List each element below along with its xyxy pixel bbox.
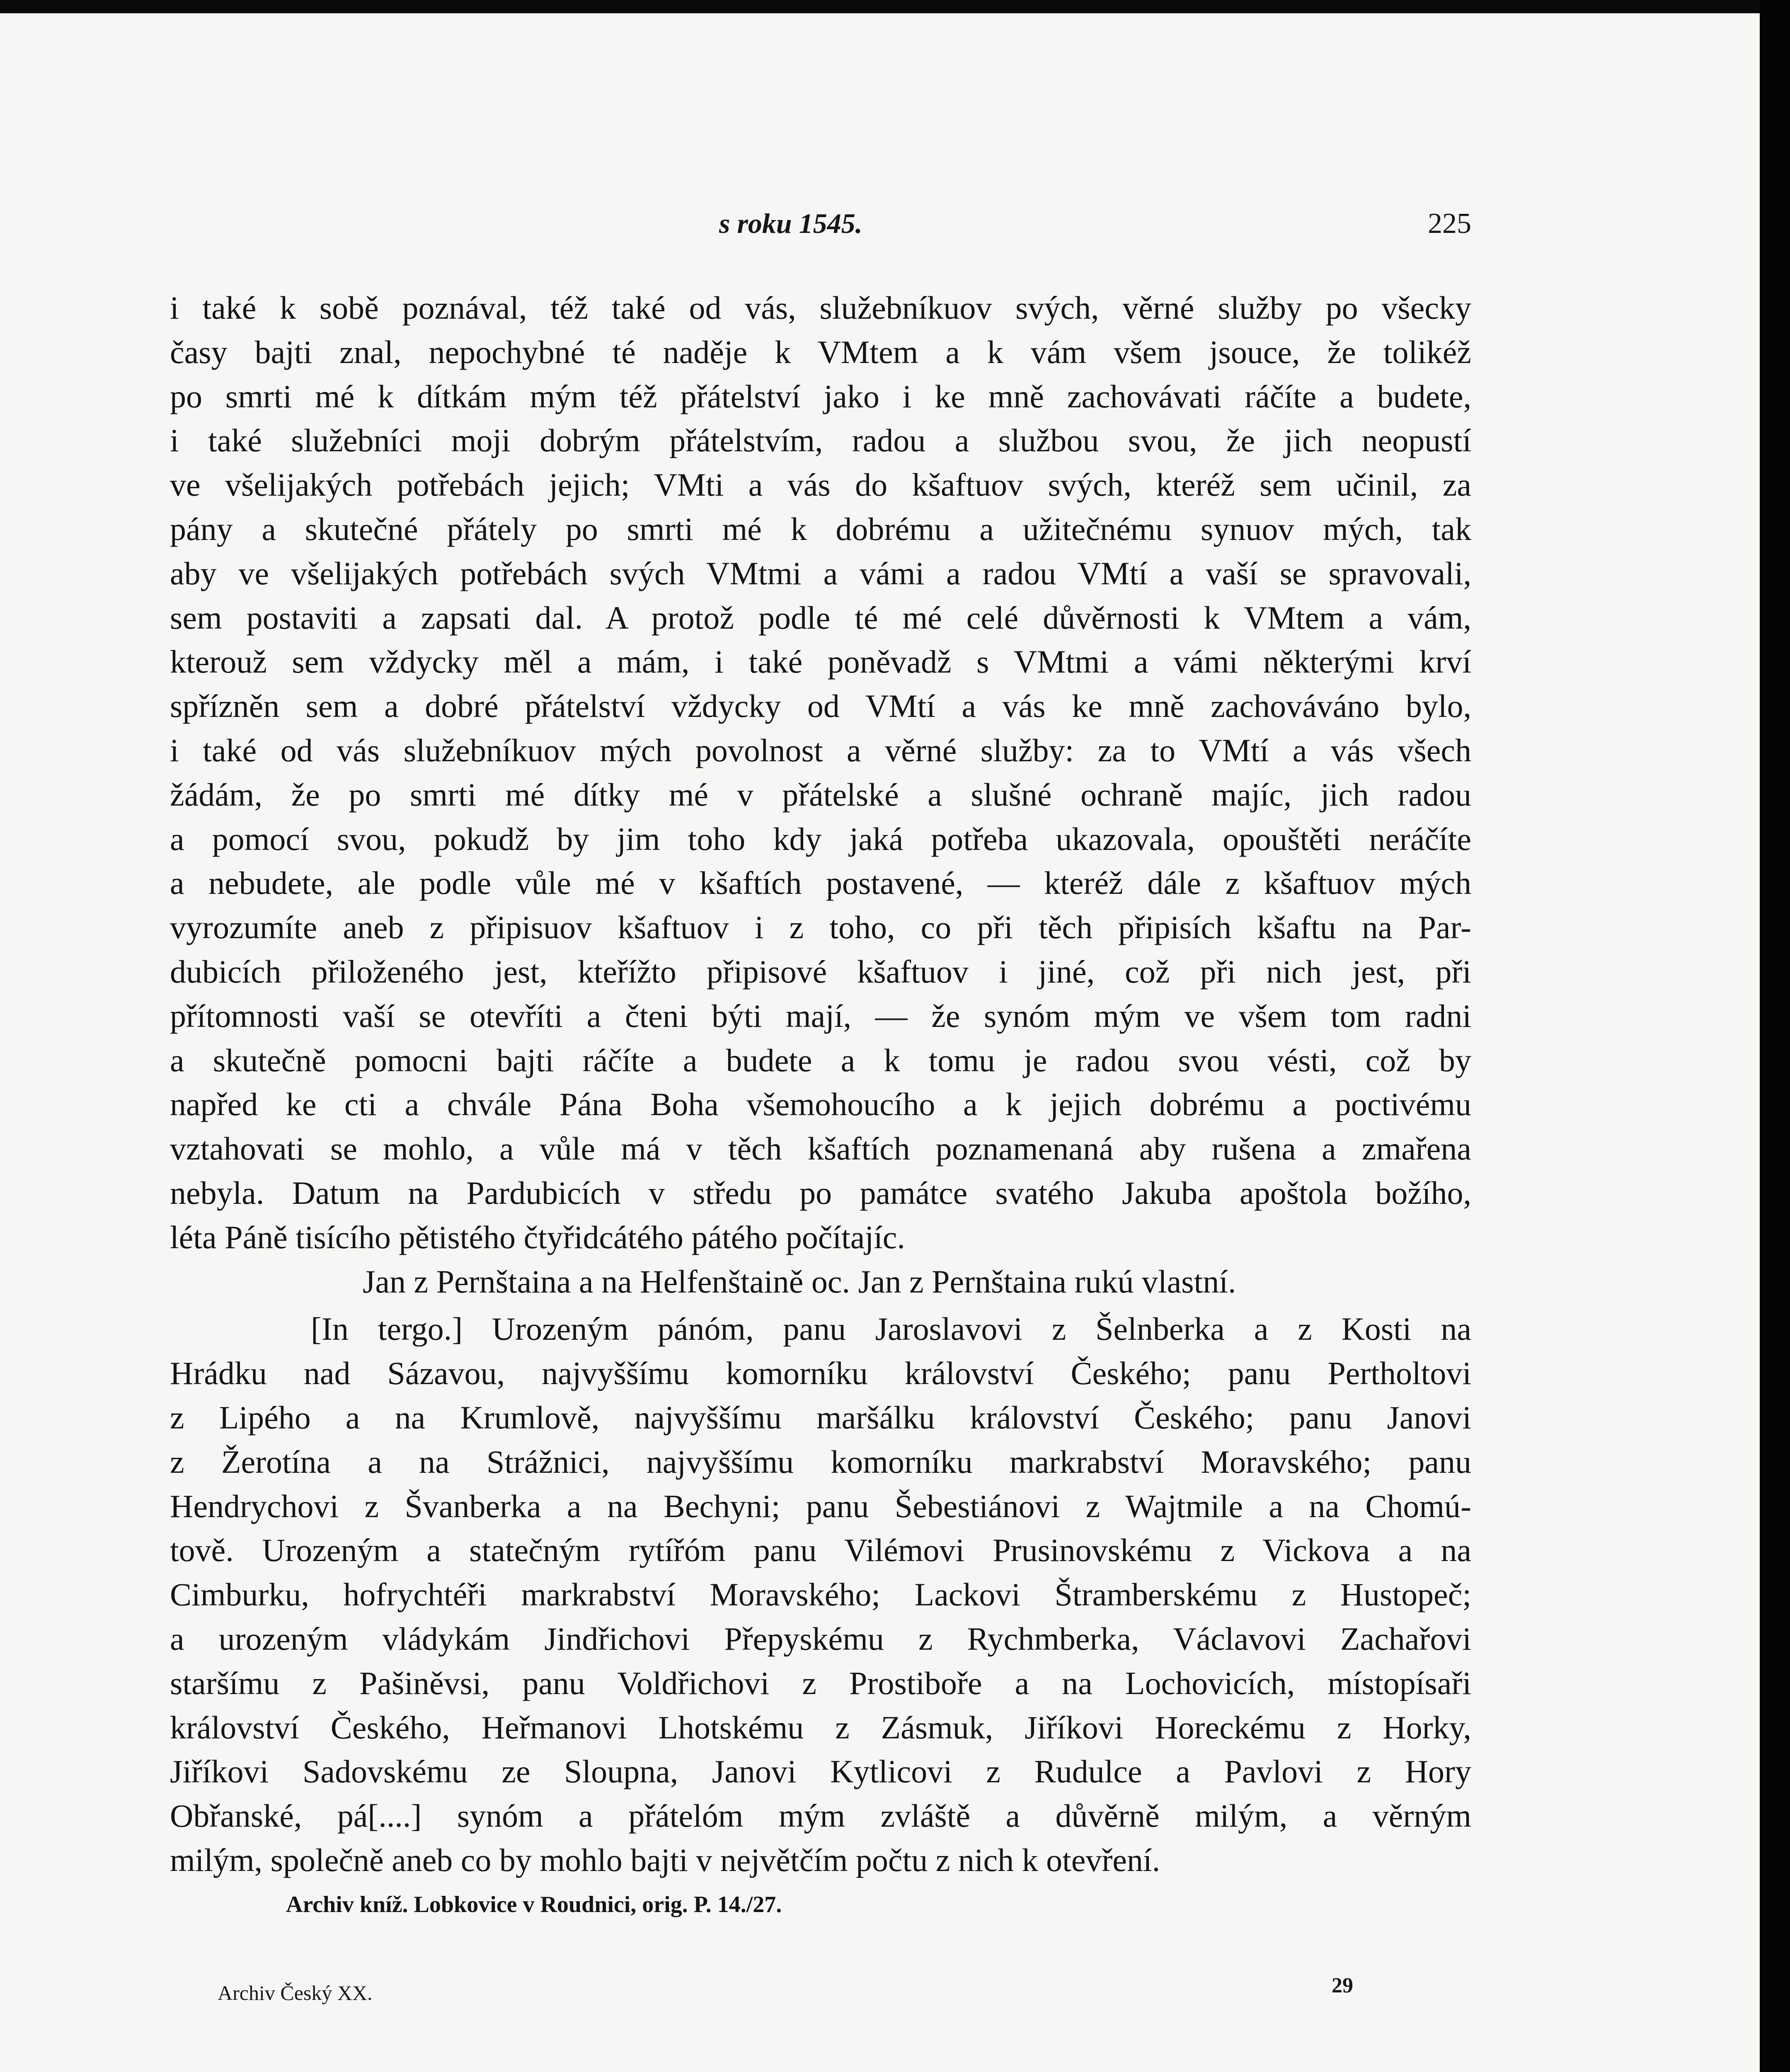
running-header xyxy=(170,207,1471,257)
address-line: milým, společně aneb co by mohlo bajti v největčím počtu z nich k otevření. xyxy=(170,1842,1160,1878)
address-line: Obřanské, pá[....] synóm a přátelóm mým zvláště a důvěrně milým, a věrným xyxy=(170,1798,1471,1834)
text-line: vztahovati se mohlo, a vůle má v těch kšaftích poznamenaná aby rušena a zmařena xyxy=(170,1130,1471,1167)
text-line: a nebudete, ale podle vůle mé v kšaftích postavené, — kteréž dále z kšaftuov mých xyxy=(170,865,1471,901)
address-line: Hrádku nad Sázavou, najvyššímu komorníku království Českého; panu Pertholtovi xyxy=(170,1355,1471,1392)
text-line: aby ve všelijakých potřebách svých VMtmi a vámi a radou VMtí a vaší se spravovali, xyxy=(170,555,1471,591)
signature-mark: Archiv Český XX. xyxy=(218,1981,373,2004)
text-line: sem postaviti a zapsati dal. A protož podle té mé celé důvěrnosti k VMtem a vám, xyxy=(170,599,1471,636)
scan-border-right xyxy=(1760,0,1790,2072)
paragraph-gap xyxy=(170,1304,1471,1307)
text-line: i také od vás služebníkuov mých povolnost a věrné služby: za to VMtí a vás všech xyxy=(170,732,1471,768)
text-line: a skutečně pomocni bajti ráčíte a budete a k tomu je radou svou vésti, což by xyxy=(170,1042,1471,1078)
page-number: 225 xyxy=(1428,208,1471,240)
address-line: Hendrychovi z Švanberka a na Bechyni; panu Šebestiánovi z Wajtmile a na Chomú- xyxy=(170,1488,1471,1524)
address-line: z Žerotína a na Strážnici, najvyššímu komorníku markrabství Moravského; panu xyxy=(170,1443,1471,1480)
running-title: s roku 1545. xyxy=(719,208,862,239)
address-line: Jiříkovi Sadovskému ze Sloupna, Janovi Kytlicovi z Rudulce a Pavlovi z Hory xyxy=(170,1753,1471,1790)
archive-source-note: Archiv kníž. Lobkovice v Roudnici, orig. P. 14./27. xyxy=(286,1891,782,1917)
address-line: staršímu z Pašiněvsi, panu Voldřichovi z Prostiboře a na Lochovicích, místopísaři xyxy=(170,1665,1471,1701)
address-line: [In tergo.] Urozeným pánóm, panu Jaroslavovi z Šelnberka a z Kosti na xyxy=(311,1311,1471,1347)
text-line: napřed ke cti a chvále Pána Boha všemohoucího a k jejich dobrému a poctivému xyxy=(170,1086,1471,1123)
sheet-number: 29 xyxy=(1332,1974,1353,1997)
text-line: vyrozumíte aneb z připisuov kšaftuov i z toho, co při těch připisích kšaftu na Par- xyxy=(170,909,1471,946)
text-line: nebyla. Datum na Pardubicích v středu po památce svatého Jakuba apoštola božího, xyxy=(170,1174,1471,1211)
text-line: léta Páně tisícího pětistého čtyřidcátého pátého počítajíc. xyxy=(170,1219,905,1255)
text-line: pány a skutečné přátely po smrti mé k dobrému a užitečnému synuov mých, tak xyxy=(170,511,1471,547)
text-line: kterouž sem vždycky měl a mám, i také poněvadž s VMtmi a vámi některými krví xyxy=(170,644,1471,680)
text-line: a pomocí svou, pokudž by jim toho kdy jaká potřeba ukazovala, opouštěti neráčíte xyxy=(170,821,1471,857)
text-line: po smrti mé k dítkám mým též přátelství jako i ke mně zachovávati ráčíte a budete, xyxy=(170,378,1471,414)
address-line: království Českého, Heřmanovi Lhotskému z Zásmuk, Jiříkovi Horeckému z Horky, xyxy=(170,1709,1471,1745)
address-line: z Lipého a na Krumlově, najvyššímu maršálku království Českého; panu Janovi xyxy=(170,1399,1471,1435)
text-line: přítomnosti vaší se otevříti a čteni býti mají, — že synóm mým ve všem tom radni xyxy=(170,997,1471,1034)
document-body xyxy=(170,286,1471,1923)
text-line: žádám, že po smrti mé dítky mé v přátelské a slušné ochraně majíc, jich radou xyxy=(170,776,1471,813)
text-line: spřízněn sem a dobré přátelství vždycky od VMtí a vás ke mně zachováváno bylo, xyxy=(170,688,1471,724)
text-line: dubicích přiloženého jest, kteřížto připisové kšaftuov i jiné, což při nich jest, při xyxy=(170,953,1471,990)
address-line: tově. Urozeným a statečným rytířóm panu Vilémovi Prusinovskému z Vickova a na xyxy=(170,1532,1471,1569)
text-line: ve všelijakých potřebách jejich; VMti a vás do kšaftuov svých, kteréž sem učinil, za xyxy=(170,467,1471,503)
text-line: i také k sobě poznával, též také od vás, služebníkuov svých, věrné služby po všecky xyxy=(170,290,1471,326)
address-line: a urozeným vládykám Jindřichovi Přepyskému z Rychmberka, Václavovi Zachařovi xyxy=(170,1620,1471,1657)
letter-signature: Jan z Pernštaina a na Helfenštaině oc. Jan z Pernštaina rukú vlastní. xyxy=(363,1263,1236,1300)
scan-border-top xyxy=(0,0,1790,13)
text-line: i také služebníci moji dobrým přátelstvím, radou a službou svou, že jich neopustí xyxy=(170,422,1471,459)
page-footer xyxy=(218,1974,1353,2014)
address-line: Cimburku, hofrychtéři markrabství Moravského; Lackovi Štramberskému z Hustopeč; xyxy=(170,1576,1471,1613)
text-line: časy bajti znal, nepochybné té naděje k VMtem a k vám všem jsouce, že tolikéž xyxy=(170,334,1471,370)
